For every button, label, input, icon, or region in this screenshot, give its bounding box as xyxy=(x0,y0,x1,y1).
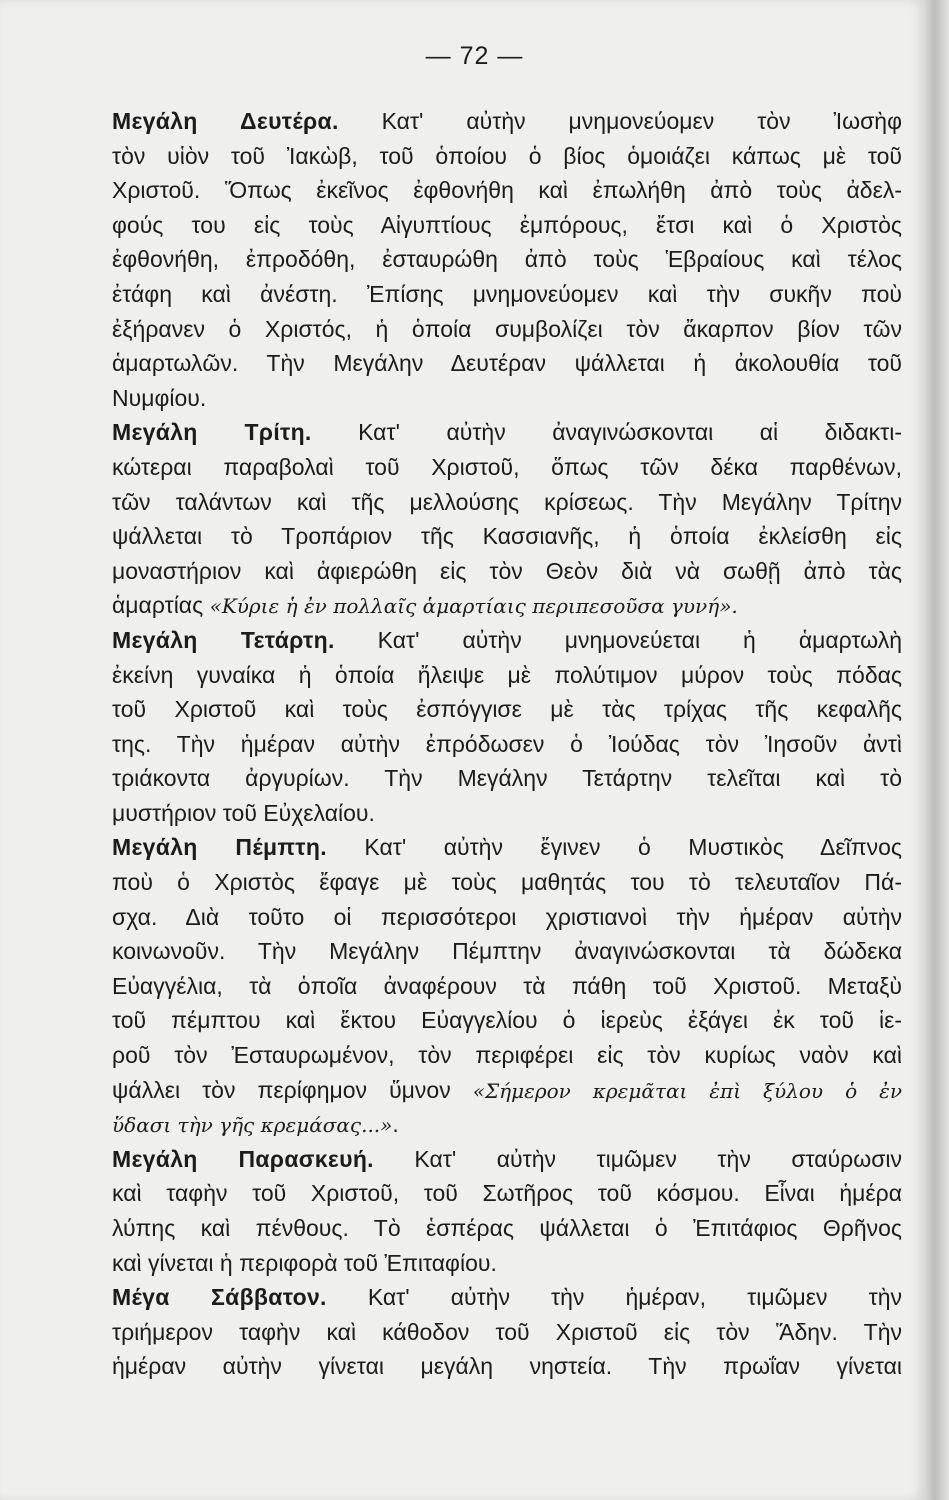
text-line xyxy=(112,623,902,658)
text-span: καὶ γίνεται ἡ περιφορὰ τοῦ Ἐπιταφίου. xyxy=(112,1249,497,1276)
text-line xyxy=(112,1211,902,1246)
text-line xyxy=(112,381,902,416)
text-line xyxy=(112,277,902,312)
text-span: ἁμαρτωλῶν. Τὴν Μεγάλην Δευτέραν ψάλλεται ἡ ἀκολουθία τοῦ xyxy=(112,350,902,377)
text-line xyxy=(112,485,902,520)
text-span: Κατ' αὐτὴν ἀναγινώσκονται αἱ διδακτι- xyxy=(311,419,903,446)
hymn-quote: «Κύριε ἡ ἐν πολλαῖς ἁμαρτίαις περιπεσοῦσα γυνή». xyxy=(209,594,738,619)
text-span: τριήμερον ταφὴν καὶ κάθοδον τοῦ Χριστοῦ εἰς τὸν Ἅδην. Τὴν xyxy=(112,1318,902,1345)
text-line xyxy=(112,658,902,693)
text-line xyxy=(112,1176,902,1211)
text-span: Κατ' αὐτὴν μνημονεύεται ἡ ἁμαρτωλὴ xyxy=(334,626,902,653)
text-span: τριάκοντα ἀργυρίων. Τὴν Μεγάλην Τετάρτην τελεῖται καὶ τὸ xyxy=(112,765,902,792)
text-span: τῶν ταλάντων καὶ τῆς μελλούσης κρίσεως. Τὴν Μεγάλην Τρίτην xyxy=(112,488,902,515)
text-span: μοναστήριον καὶ ἀφιερώθη εἰς τὸν Θεὸν διὰ νὰ σωθῇ ἀπὸ τὰς xyxy=(112,557,902,584)
text-line xyxy=(112,242,902,277)
text-line xyxy=(112,1246,902,1281)
text-line xyxy=(112,1038,902,1073)
text-line xyxy=(112,1315,902,1350)
text-span: ἡμέραν αὐτὴν γίνεται μεγάλη νηστεία. Τὴν πρωΐαν γίνεται xyxy=(112,1353,902,1380)
text-line xyxy=(112,312,902,347)
text-span: Κατ' αὐτὴν ἔγινεν ὁ Μυστικὸς Δεῖπνος xyxy=(326,834,902,861)
section-heading: Μέγα Σάββατον. xyxy=(112,1284,327,1311)
text-line xyxy=(112,1003,902,1038)
text-span: σχα. Διὰ τοῦτο οἱ περισσότεροι χριστιανοὶ τὴν ἡμέραν αὐτὴν xyxy=(112,903,902,930)
text-span: φούς του εἰς τοὺς Αἰγυπτίους ἐμπόρους, ἔτσι καὶ ὁ Χριστὸς xyxy=(112,211,902,238)
text-line xyxy=(112,1142,902,1177)
text-span: κώτεραι παραβολαὶ τοῦ Χριστοῦ, ὅπως τῶν δέκα παρθένων, xyxy=(112,453,902,480)
text-line xyxy=(112,830,902,865)
text-span: Κατ' αὐτὴν τιμῶμεν τὴν σταύρωσιν xyxy=(373,1145,903,1172)
text-line xyxy=(112,796,902,831)
text-span: κοινωνοῦν. Τὴν Μεγάλην Πέμπτην ἀναγινώσκονται τὰ δώδεκα xyxy=(112,938,902,965)
text-span: ἐφθονήθη, ἐπροδόθη, ἐσταυρώθη ἀπὸ τοὺς Ἑβραίους καὶ τέλος xyxy=(112,246,902,273)
text-span: . xyxy=(392,1111,399,1138)
text-span: ποὺ ὁ Χριστὸς ἔφαγε μὲ τοὺς μαθητάς του τὸ τελευταῖον Πά- xyxy=(112,869,902,896)
text-span: τοῦ πέμπτου καὶ ἕκτου Εὐαγγελίου ὁ ἱερεὺς ἐξάγει ἐκ τοῦ ἱε- xyxy=(112,1007,902,1034)
text-span: τοῦ Χριστοῦ καὶ τοὺς ἐσπόγγισε μὲ τὰς τρίχας τῆς κεφαλῆς xyxy=(112,696,902,723)
text-span: ἐκείνη γυναίκα ἡ ὁποία ἤλειψε μὲ πολύτιμον μύρον τοὺς πόδας xyxy=(112,661,902,688)
text-span: ψάλλεται τὸ Τροπάριον τῆς Κασσιανῆς, ἡ ὁποία ἐκλείσθη εἰς xyxy=(112,523,902,550)
page-body-text xyxy=(112,104,902,1384)
text-line xyxy=(112,1073,902,1108)
hymn-quote: ὕδασι τὴν γῆς κρεμάσας...» xyxy=(112,1113,393,1138)
text-span: Νυμφίου. xyxy=(112,384,207,411)
text-span: Κατ' αὐτὴν μνημονεύομεν τὸν Ἰωσὴφ xyxy=(338,108,903,134)
section-heading: Μεγάλη Τετάρτη. xyxy=(112,626,335,653)
text-line xyxy=(112,346,902,381)
text-line xyxy=(112,692,902,727)
text-line xyxy=(112,519,902,554)
page-number: — 72 — xyxy=(425,42,524,70)
text-span: της. Τὴν ἡμέραν αὐτὴν ἐπρόδωσεν ὁ Ἰούδας τὸν Ἰησοῦν ἀντὶ xyxy=(112,730,902,757)
text-line xyxy=(112,761,902,796)
text-line xyxy=(112,208,902,243)
text-span: ψάλλει τὸν περίφημον ὕμνον xyxy=(112,1076,473,1103)
page-edge-shadow xyxy=(925,0,949,1500)
text-line xyxy=(112,1107,902,1142)
text-line xyxy=(112,450,902,485)
text-line xyxy=(112,1280,902,1315)
text-line xyxy=(112,900,902,935)
text-line xyxy=(112,139,902,174)
text-line xyxy=(112,1349,902,1384)
text-span: ἐτάφη καὶ ἀνέστη. Ἐπίσης μνημονεύομεν καὶ τὴν συκῆν ποὺ xyxy=(112,280,902,307)
text-line xyxy=(112,104,902,139)
text-span: ἐξήρανεν ὁ Χριστός, ἡ ὁποία συμβολίζει τὸν ἄκαρπον βίον τῶν xyxy=(112,315,902,342)
text-span: λύπης καὶ πένθους. Τὸ ἑσπέρας ψάλλεται ὁ Ἐπιτάφιος Θρῆνος xyxy=(112,1215,902,1241)
section-heading: Μεγάλη Δευτέρα. xyxy=(112,108,339,134)
text-span: καὶ ταφὴν τοῦ Χριστοῦ, τοῦ Σωτῆρος τοῦ κόσμου. Εἶναι ἡμέρα xyxy=(112,1180,902,1207)
section-heading: Μεγάλη Τρίτη. xyxy=(112,419,312,446)
text-span: τὸν υἱὸν τοῦ Ἰακὼβ, τοῦ ὁποίου ὁ βίος ὁμοιάζει κάπως μὲ τοῦ xyxy=(112,142,902,169)
text-span: Εὐαγγέλια, τὰ ὁποῖα ἀναφέρουν τὰ πάθη τοῦ Χριστοῦ. Μεταξὺ xyxy=(112,972,902,999)
text-line xyxy=(112,173,902,208)
hymn-quote: «Σήμερον κρεμᾶται ἐπὶ ξύλου ὁ ἐν xyxy=(472,1078,902,1103)
text-line xyxy=(112,727,902,762)
text-line xyxy=(112,588,902,623)
text-line xyxy=(112,969,902,1004)
text-span: ἁμαρτίας xyxy=(112,592,210,619)
section-heading: Μεγάλη Παρασκευή. xyxy=(112,1145,374,1172)
text-span: ροῦ τὸν Ἐσταυρωμένον, τὸν περιφέρει εἰς τὸν κυρίως ναὸν καὶ xyxy=(112,1042,902,1069)
text-line xyxy=(112,415,902,450)
section-heading: Μεγάλη Πέμπτη. xyxy=(112,834,327,861)
text-span: Χριστοῦ. Ὅπως ἐκεῖνος ἐφθονήθη καὶ ἐπωλήθη ἀπὸ τοὺς ἀδελ- xyxy=(112,177,902,204)
text-line xyxy=(112,934,902,969)
text-line xyxy=(112,554,902,589)
text-span: μυστήριον τοῦ Εὐχελαίου. xyxy=(112,799,375,826)
text-line xyxy=(112,865,902,900)
text-span: Κατ' αὐτὴν τὴν ἡμέραν, τιμῶμεν τὴν xyxy=(326,1284,902,1311)
